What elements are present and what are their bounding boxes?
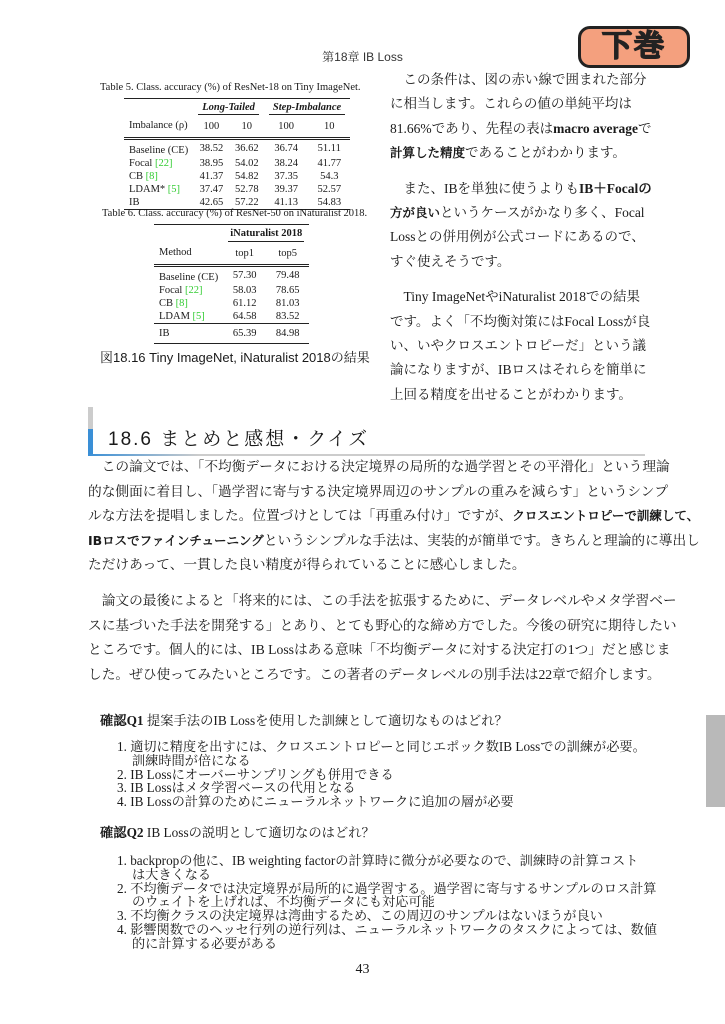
method-name: LDAM	[159, 311, 193, 322]
table-row	[124, 170, 350, 183]
text-line	[88, 504, 700, 529]
option-line: は大きくなる	[132, 866, 212, 882]
page-number: 43	[355, 962, 370, 977]
quiz-option	[117, 854, 657, 882]
method-name: Baseline (CE)	[159, 272, 219, 283]
value-cell: 38.52	[199, 143, 224, 154]
option-line: のウェイトを上げれば、不均衡データにも対応可能	[132, 894, 435, 910]
quiz-option	[117, 795, 646, 809]
text-line	[390, 225, 652, 249]
text-segment: に相当します。これらの値の単純平均は	[390, 96, 632, 112]
text-segment: であることがわかります。	[465, 145, 626, 161]
quiz-q2-options	[117, 854, 657, 951]
emphasis-text: macro average	[553, 120, 638, 136]
running-header: 第18章 IB Loss	[322, 50, 403, 64]
table6-col: top5	[278, 247, 298, 259]
option-line: 2. IB Lossにオーバーサンプリングも併用できる	[117, 766, 394, 782]
method-name: LDAM*	[129, 184, 168, 195]
text-line	[390, 68, 652, 92]
quiz-q1-label: 確認Q1	[100, 713, 144, 728]
table5-row-label: Imbalance (ρ)	[129, 120, 188, 131]
value-cell: 38.95	[199, 158, 224, 169]
text-segment: というシンプルな手法は、実装的が簡単です。きちんと理論的に導出し	[263, 532, 700, 548]
option-line: 3. IB Lossはメタ学習ベースの代用となる	[117, 780, 356, 796]
emphasis-text: IBロスでファインチューニング	[88, 532, 264, 548]
chapter-side-tab	[706, 715, 725, 807]
table-row	[154, 310, 309, 324]
text-line	[88, 455, 700, 480]
text-segment: この条件は、図の赤い線で囲まれた部分	[390, 72, 647, 87]
table6-method-header: Method	[159, 247, 192, 258]
text-segment: Tiny ImageNetやiNaturalist 2018での結果	[390, 289, 640, 305]
option-line: 1. backpropの他に、IB weighting factorの計算時に微分が必要なので、訓練時の計算コスト	[117, 853, 639, 868]
paragraph-gap	[88, 578, 700, 589]
text-line	[390, 141, 652, 165]
text-segment: Lossとの併用例が公式コードにあるので、	[390, 229, 645, 245]
summary-body	[88, 455, 700, 687]
value-cell: 39.37	[274, 184, 298, 195]
text-segment: すぐ使えそうです。	[390, 253, 511, 269]
value-cell: 51.11	[317, 143, 341, 154]
quiz-q1	[100, 710, 508, 729]
text-line	[390, 285, 652, 309]
value-cell: 41.13	[274, 197, 298, 208]
method-cell	[154, 324, 223, 344]
option-line: 4. 影響関数でのヘッセ行列の逆行列は、ニューラルネットワークのタスクによっては、数値	[117, 921, 657, 937]
text-line	[88, 614, 700, 639]
quiz-q1-options	[117, 740, 646, 809]
citation-link[interactable]: [5]	[192, 311, 205, 322]
value-cell: 54.82	[234, 171, 259, 182]
text-segment: 上回る精度を出せることがわかります。	[390, 386, 632, 402]
quiz-q2-label: 確認Q2	[100, 825, 144, 840]
volume-badge: 下巻	[578, 26, 690, 68]
text-segment: で	[637, 120, 652, 136]
text-segment: 論になりますが、IBロスはそれらを簡単に	[390, 362, 647, 378]
value-cell: 54.83	[317, 197, 342, 208]
method-name: Focal	[129, 158, 155, 169]
method-name: IB	[129, 197, 140, 208]
paragraph-gap	[390, 166, 652, 177]
value-cell: 57.22	[234, 197, 259, 208]
method-cell	[124, 157, 193, 170]
option-line: 4. IB Lossの計算のためにニューラルネットワークに追加の層が必要	[117, 794, 514, 810]
table6-caption: Table 6. Class. accuracy (%) of ResNet-50 on iNaturalist 2018.	[102, 208, 368, 219]
text-line	[390, 250, 652, 274]
citation-link[interactable]: [8]	[175, 298, 188, 309]
value-cell: 65.39	[232, 328, 257, 339]
method-cell	[154, 284, 223, 297]
table-row	[154, 297, 309, 310]
value-cell: 37.47	[199, 184, 224, 195]
value-cell: 42.65	[199, 197, 224, 208]
emphasis-text: クロスエントロピーで訓練して、	[512, 508, 700, 524]
table6	[154, 224, 309, 344]
value-cell: 58.03	[232, 285, 257, 296]
method-name: Focal	[159, 285, 185, 296]
table5	[124, 98, 350, 210]
text-segment: スに基づいた手法を開発する」とあり、とても野心的な締め方でした。今後の研究に期待したい	[88, 617, 677, 633]
text-segment: また、IBを単独に使うよりも	[390, 180, 579, 196]
value-cell: 61.12	[232, 298, 257, 309]
citation-link[interactable]: [5]	[167, 184, 181, 195]
quiz-q2	[100, 822, 375, 841]
option-line: 3. 不均衡クラスの決定境界は湾曲するため、この周辺のサンプルはないほうが良い	[117, 908, 603, 924]
table-row	[154, 266, 309, 285]
value-cell: 78.65	[275, 285, 300, 296]
value-cell: 84.98	[275, 328, 300, 339]
text-segment: 論文の最後によると「将来的には、この手法を拡張するために、データレベルやメタ学習ベー	[88, 592, 677, 608]
text-segment: い、いやクロスエントロピーだ」という議	[390, 337, 646, 353]
value-cell: 41.37	[199, 171, 224, 182]
paragraph	[88, 589, 700, 687]
table5-col: 10	[241, 120, 253, 132]
text-line	[390, 358, 652, 382]
value-cell: 37.35	[274, 171, 298, 182]
table-row	[124, 139, 350, 158]
table-row	[154, 324, 309, 344]
value-cell: 57.30	[232, 270, 257, 281]
text-line	[88, 553, 700, 578]
table5-caption: Table 5. Class. accuracy (%) of ResNet-18 on Tiny ImageNet.	[100, 82, 361, 93]
text-line	[88, 638, 700, 663]
right-column-text	[390, 68, 652, 407]
value-cell: 52.78	[234, 184, 259, 195]
citation-link[interactable]: [8]	[145, 171, 158, 182]
option-line: 1. 適切に精度を出すには、クロスエントロピーと同じエポック数IB Lossでの訓練が必要。	[117, 739, 646, 754]
method-cell	[124, 139, 193, 158]
value-cell: 54.02	[234, 158, 259, 169]
value-cell: 54.3	[320, 171, 339, 182]
table6-col: top1	[235, 247, 255, 259]
section-title: 18.6 まとめと感想・クイズ	[108, 429, 370, 450]
text-segment: ところです。個人的には、IB Lossはある意味「不均衡データに対する決定打の1つ」だと感じま	[88, 642, 671, 658]
heading-bar-top	[88, 407, 93, 429]
text-line	[88, 480, 700, 505]
method-cell	[154, 310, 223, 324]
table-row	[124, 183, 350, 196]
table5-col: 100	[203, 120, 220, 132]
value-cell: 81.03	[275, 298, 300, 309]
method-cell	[154, 266, 223, 285]
table5-col: 10	[324, 120, 335, 132]
figure-caption: 図18.16 Tiny ImageNet, iNaturalist 2018の結果	[100, 350, 370, 365]
text-segment: ルな方法を提唱しました。位置づけとしては「再重み付け」ですが、	[88, 508, 513, 524]
value-cell: 41.77	[317, 158, 342, 169]
text-line	[390, 92, 652, 116]
option-line: 的に計算する必要がある	[132, 935, 278, 951]
text-line	[390, 177, 652, 201]
text-segment: です。よく「不均衡対策にはFocal Lossが良	[390, 313, 651, 329]
table5-group: Long-Tailed	[198, 101, 259, 115]
paragraph	[88, 455, 700, 578]
paragraph	[390, 68, 652, 166]
text-segment: ただけあって、一貫した良い精度が得られていることに感心しました。	[88, 557, 526, 573]
text-segment: 81.66%であり、先程の表は	[390, 120, 554, 136]
method-cell	[124, 183, 193, 196]
paragraph	[390, 285, 652, 407]
option-line: 訓練時間が倍になる	[132, 752, 251, 768]
text-line	[390, 310, 652, 334]
quiz-option	[117, 923, 657, 951]
value-cell: 36.74	[274, 143, 298, 154]
text-line	[88, 529, 700, 554]
heading-bar-accent	[88, 429, 93, 455]
text-segment: した。ぜひ使ってみたいところです。この著者のデータレベルの別手法は22章で紹介します。	[88, 666, 661, 682]
method-name: CB	[129, 171, 146, 182]
method-cell	[124, 170, 193, 183]
text-segment: というケースがかなり多く、Focal	[440, 204, 645, 220]
quiz-option	[117, 909, 657, 923]
table5-group: Step-Imbalance	[269, 101, 345, 115]
emphasis-text: 方が良い	[390, 204, 441, 220]
table5-col: 100	[278, 120, 294, 132]
paragraph	[390, 177, 652, 275]
quiz-option	[117, 768, 646, 782]
text-line	[390, 334, 652, 358]
quiz-q2-text: IB Lossの説明として適切なのはどれ？	[143, 825, 375, 840]
text-line	[88, 663, 700, 688]
quiz-q1-text: 提案手法のIB Lossを使用した訓練として適切なものはどれ？	[143, 713, 508, 728]
text-line	[390, 201, 652, 225]
value-cell: 38.24	[274, 158, 298, 169]
value-cell: 64.58	[232, 311, 257, 322]
quiz-option	[117, 882, 657, 910]
emphasis-text: IB＋Focalの	[579, 180, 652, 196]
table-row	[154, 284, 309, 297]
method-name: IB	[159, 328, 170, 339]
value-cell: 83.52	[275, 311, 300, 322]
table-row	[124, 157, 350, 170]
table6-group: iNaturalist 2018	[228, 227, 304, 242]
citation-link[interactable]: [22]	[184, 285, 203, 296]
method-cell	[154, 297, 223, 310]
text-segment: 的な側面に着目し、「過学習に寄与する決定境界周辺のサンプルの重みを減らす」というシンプ	[88, 483, 669, 499]
option-line: 2. 不均衡データでは決定境界が局所的に過学習する。過学習に寄与するサンプルのロス計算	[117, 880, 657, 896]
paragraph-gap	[390, 274, 652, 285]
text-line	[390, 383, 652, 407]
quiz-option	[117, 740, 646, 768]
value-cell: 36.62	[234, 143, 259, 154]
method-name: Baseline (CE)	[129, 145, 189, 156]
text-line	[390, 117, 652, 141]
emphasis-text: 計算した精度	[390, 145, 466, 161]
text-segment: この論文では、「不均衡データにおける決定境界の局所的な過学習とその平滑化」という理論	[88, 459, 670, 474]
value-cell: 79.48	[275, 270, 300, 281]
text-line	[88, 589, 700, 614]
citation-link[interactable]: [22]	[154, 158, 173, 169]
value-cell: 52.57	[317, 184, 342, 195]
method-name: CB	[159, 298, 176, 309]
